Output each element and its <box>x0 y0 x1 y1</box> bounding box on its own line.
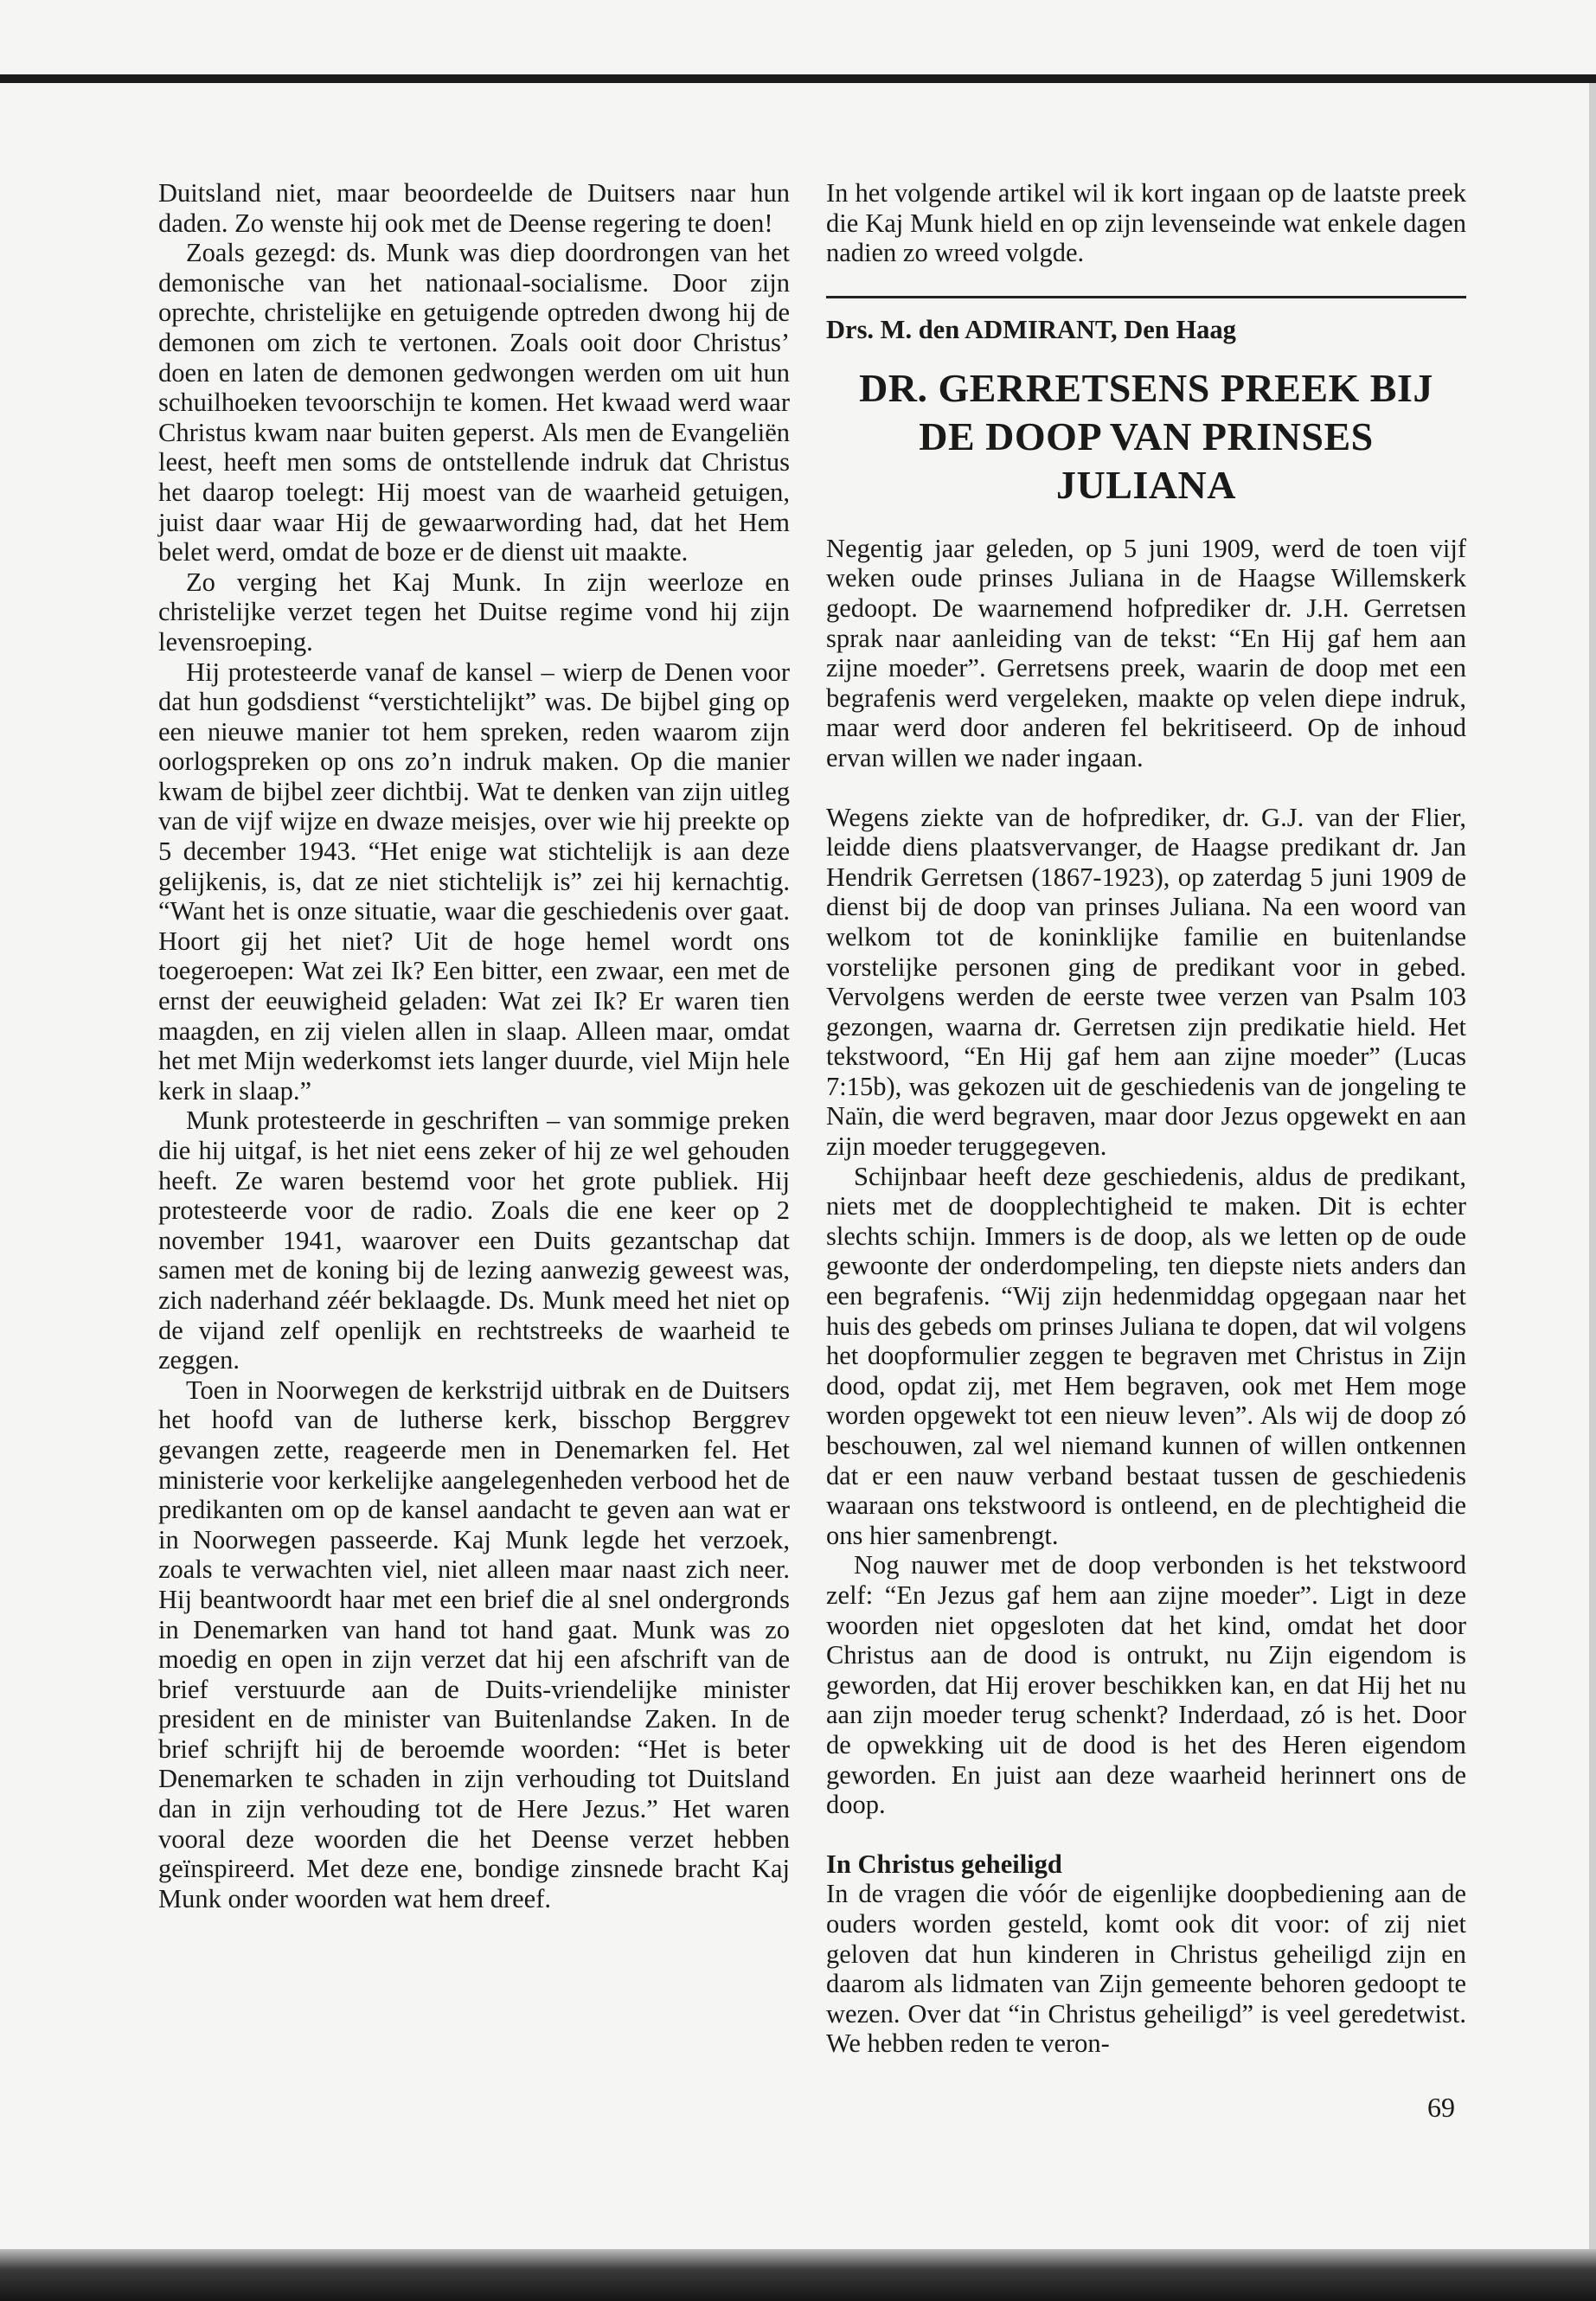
article-headline: DR. GERRETSENS PREEK BIJ DE DOOP VAN PRINSES JULIANA <box>859 365 1433 507</box>
left-column <box>158 178 790 1913</box>
paragraph: Zo verging het Kaj Munk. In zijn weerloze en christelijke verzet tegen het Duitse regime vond hij zijn levensroeping. <box>158 567 790 657</box>
article-author: Drs. M. den ADMIRANT, Den Haag <box>826 314 1236 344</box>
paragraph: In de vragen die vóór de eigenlijke doopbediening aan de ouders worden gesteld, komt ook dit voor: of zij niet geloven dat hun kinderen in Christus geheiligd zijn en daarom als lidmaten van Zijn gemeente behoren gedoopt te wezen. Over dat “in Christus geheiligd” is veel geredetwist. We hebben reden te veron- <box>826 1879 1466 2059</box>
scan-bottom-border <box>0 2249 1596 2301</box>
paragraph: Nog nauwer met de doop verbonden is het tekstwoord zelf: “En Jezus gaf hem aan zijne moeder”. Ligt in deze woorden niet opgesloten dat het kind, omdat het door Christus aan de dood is ontrukt, nu Zijn eigendom is geworden, dat Hij erover beschikken kan, en dat Hij het nu aan zijn moeder terug schenkt? Inderdaad, zó is het. Door de opwekking uit de dood is het des Heren eigendom geworden. En juist aan deze waarheid herinnert ons de doop. <box>826 1550 1466 1820</box>
intro-paragraph: In het volgende artikel wil ik kort ingaan op de laatste preek die Kaj Munk hield en op zijn levenseinde wat enkele dagen nadien zo wreed volgde. <box>826 178 1466 268</box>
lead-paragraph: Negentig jaar geleden, op 5 juni 1909, werd de toen vijf weken oude prinses Juliana in de Haagse Willemskerk gedoopt. De waarnemend hofprediker dr. J.H. Gerretsen sprak naar aanleiding van de tekst: “En Hij gaf hem aan zijne moeder”. Gerretsens preek, waarin de doop met een begrafenis werd vergeleken, maakte op velen diepe indruk, maar werd door anderen fel bekritiseerd. Op de inhoud ervan willen we nader ingaan. <box>826 533 1466 772</box>
paragraph: Schijnbaar heeft deze geschiedenis, aldus de predikant, niets met de doopplechtigheid te maken. Dit is echter slechts schijn. Immers is de doop, als we letten op de oude gewoonte der onderdompeling, ten diepste niets anders dan een begrafenis. “Wij zijn hedenmiddag opgegaan naar het huis des gebeds om prinses Juliana te dopen, dat wil volgens het doopformulier zeggen te begraven met Christus in Zijn dood, opdat zij, met Hem begraven, ook met Hem moge worden opgewekt tot een nieuw leven”. Als wij de doop zó beschouwen, zal wel niemand kunnen of willen ontkennen dat er een nauw verband bestaat tussen de geschiedenis waaraan ons tekstwoord is ontleend, en de plechtigheid die ons hier samenbrengt. <box>826 1161 1466 1550</box>
paragraph: Wegens ziekte van de hofprediker, dr. G.J. van der Flier, leidde diens plaatsvervanger, de Haagse predikant dr. Jan Hendrik Gerretsen (1867-1923), op zaterdag 5 juni 1909 de dienst bij de doop van prinses Juliana. Na een woord van welkom tot de koninklijke familie en buitenlandse vorstelijke personen ging de predikant voor in gebed. Vervolgens werden de eerste twee verzen van Psalm 103 gezongen, waarna dr. Gerretsen zijn predikatie hield. Het tekstwoord, “En Hij gaf hem aan zijne moeder” (Lucas 7:15b), was gekozen uit de geschiedenis van de jongeling te Naïn, die werd begraven, maar door Jezus opgewekt en aan zijn moeder teruggegeven. <box>826 802 1466 1162</box>
paragraph: Toen in Noorwegen de kerkstrijd uitbrak en de Duitsers het hoofd van de lutherse kerk, bisschop Berggrev gevangen zette, reageerde men in Denemarken fel. Het ministerie voor kerkelijke aangelegenheden verbood het de predikanten om op de kansel aandacht te geven aan wat er in Noorwegen passeerde. Kaj Munk legde het verzoek, zoals te verwachten viel, niet alleen maar naast zich neer. Hij beantwoordt haar met een brief die al snel ondergronds in Denemarken van hand tot hand gaat. Munk was zo moedig en open in zijn verzet dat hij een afschrift van de brief verstuurde aan de Duits-vriendelijke minister president en de minister van Buitenlandse Zaken. In de brief schrijft hij de beroemde woorden: “Het is beter Denemarken te schaden in zijn verhouding tot Duitsland dan in zijn verhouding tot de Here Jezus.” Het waren vooral deze woorden die het Deense verzet hebben geïnspireerd. Met deze ene, bondige zinsnede bracht Kaj Munk onder woorden wat hem dreef. <box>158 1375 790 1913</box>
paragraph: Munk protesteerde in geschriften – van sommige preken die hij uitgaf, is het niet eens zeker of hij ze wel gehouden heeft. Ze waren bestemd voor het grote publiek. Hij protesteerde voor de radio. Zoals die ene keer op 2 november 1941, waarover een Duits gezantschap dat samen met de koning bij de lezing aanwezig geweest was, zich naderhand zéér beklaagde. Ds. Munk meed het niet op de vijand zelf openlijk en rechtstreeks de waarheid te zeggen. <box>158 1106 790 1375</box>
right-column <box>826 178 1466 2059</box>
section-subheading: In Christus geheiligd <box>826 1849 1062 1879</box>
section-divider <box>826 296 1466 298</box>
page-number: 69 <box>1427 2092 1455 2123</box>
paragraph: Hij protesteerde vanaf de kansel – wierp de Denen voor dat hun godsdienst “verstichtelijkt” was. De bijbel ging op een nieuwe manier tot hem spreken, reden waarom zijn oorlogspreken op ons zo’n indruk maken. Op die manier kwam de bijbel zeer dichtbij. Wat te denken van zijn uitleg van de vijf wijze en dwaze meisjes, over wie hij preekte op 5 december 1943. “Het enige wat stichtelijk is aan deze gelijkenis, is, dat ze niet stichtelijk is” zei hij kernachtig. “Want het is onze situatie, waar die geschiedenis over gaat. Hoort gij het niet? Uit de hoge hemel wordt ons toegeroepen: Wat zei Ik? Een bitter, een zwaar, een met de ernst der eeuwigheid geladen: Wat zei Ik? Er waren tien maagden, en zij vielen allen in slaap. Alleen maar, omdat het met Mijn wederkomst iets langer duurde, viel Mijn hele kerk in slaap.” <box>158 657 790 1106</box>
paragraph: Duitsland niet, maar beoordeelde de Duitsers naar hun daden. Zo wenste hij ook met de Deense regering te doen! <box>158 178 790 238</box>
scan-top-border <box>0 74 1596 83</box>
paragraph: Zoals gezegd: ds. Munk was diep doordrongen van het demonische van het nationaal-socialisme. Door zijn oprechte, christelijke en getuigende optreden dwong hij de demonen om zich te vertonen. Zoals ooit door Christus’ doen en laten de demonen gedwongen werden om uit hun schuilhoeken tevoorschijn te komen. Het kwaad werd waar Christus kwam naar buiten geperst. Als men de Evangeliën leest, heeft men soms de ontstellende indruk dat Christus het daarop toelegt: Hij moest van de waarheid getuigen, juist daar waar Hij de gewaarwording had, dat het Hem belet werd, omdat de boze er de dienst uit maakte. <box>158 238 790 567</box>
scan-right-edge <box>1589 83 1596 2249</box>
